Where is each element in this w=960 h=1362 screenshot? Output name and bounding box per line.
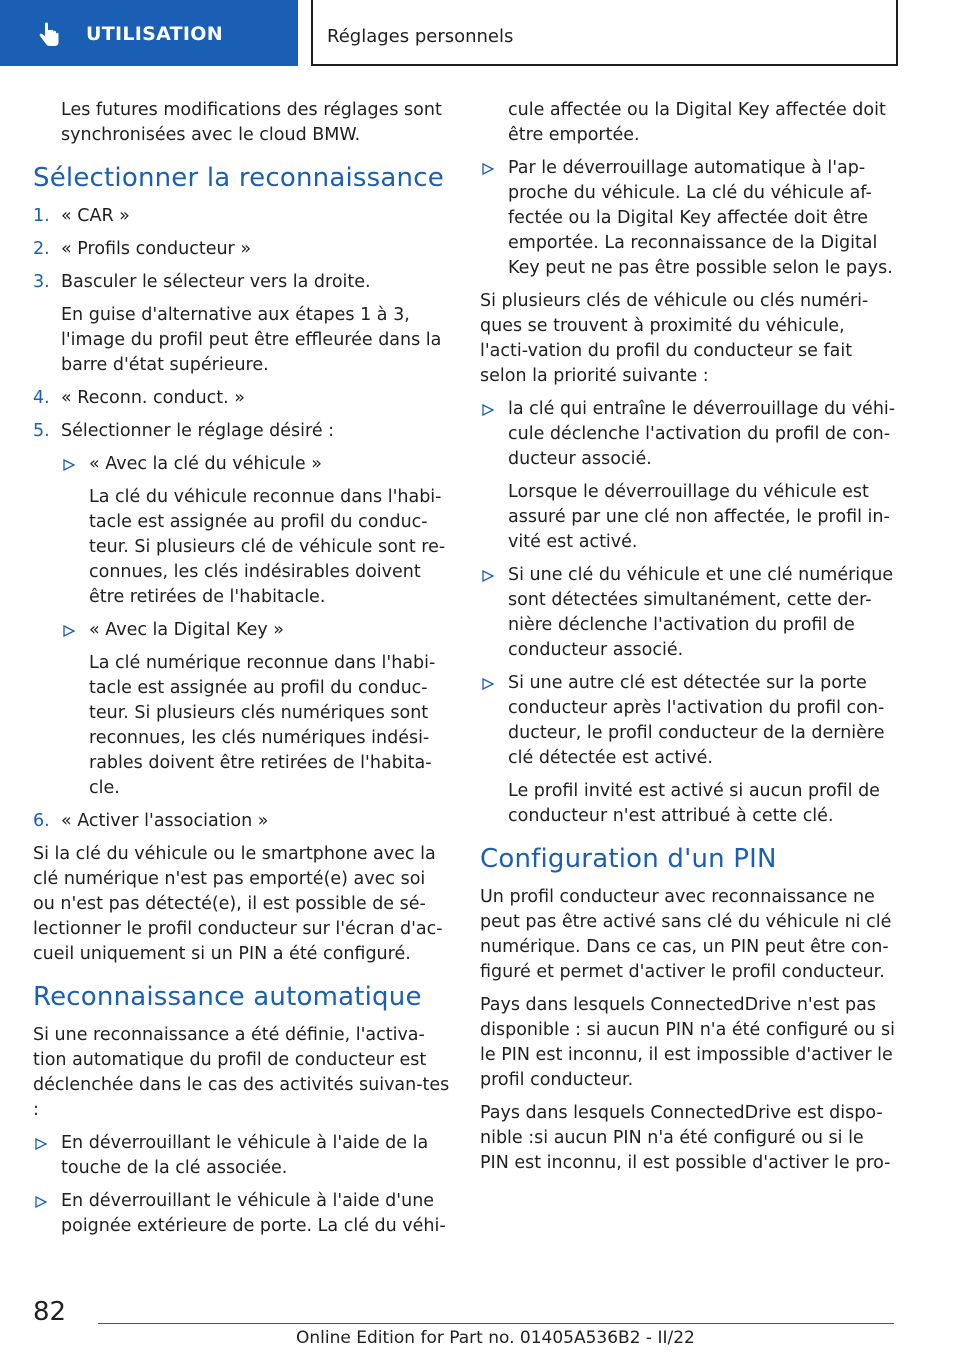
- pin-paragraph: Pays dans lesquels ConnectedDrive n'est pas disponible : si aucun PIN n'a été configuré ou si le PIN est inconnu, il est impossible d'activer le profil conducteur.: [480, 995, 895, 1090]
- hand-pointer-icon: [34, 20, 64, 50]
- page-header: [0, 0, 960, 66]
- activity-bullet: [480, 156, 898, 281]
- right-column: [480, 98, 898, 1184]
- step-item: [33, 809, 451, 834]
- triangle-bullet-icon: [482, 678, 494, 690]
- triangle-bullet-icon: [63, 625, 75, 637]
- option-title: « Avec la Digital Key »: [89, 620, 284, 640]
- step-number: 5.: [33, 421, 50, 441]
- step-item: [33, 386, 451, 411]
- step3-note: En guise d'alternative aux étapes 1 à 3, l'image du profil peut être effleurée dans la barre d'état supérieure.: [61, 305, 442, 375]
- page-title: Réglages personnels: [327, 26, 514, 47]
- step-number: 2.: [33, 239, 50, 259]
- option-item: [61, 452, 451, 477]
- option-title: « Avec la clé du véhicule »: [89, 454, 322, 474]
- automatic-recognition-paragraph: Si une reconnaissance a été définie, l'activa-tion automatique du profil de conducteur est déclenchée dans le cas des activités suivan-tes :: [33, 1025, 450, 1120]
- pin-paragraph: Pays dans lesquels ConnectedDrive est dispo-nible :si aucun PIN n'a été configuré ou si le PIN est inconnu, il est possible d'activer le pro-: [480, 1103, 891, 1173]
- paragraph-after-steps: Si la clé du véhicule ou le smartphone avec la clé numérique n'est pas emporté(e) avec soi ou n'est pas détecté(e), il est possible de sé-lectionner le profil conducteur sur l'écran d'ac-cueil uniquement si un PIN a été configuré.: [33, 844, 443, 964]
- section-label: UTILISATION: [86, 23, 223, 45]
- step-text: « CAR »: [61, 206, 130, 226]
- step-item: [33, 270, 451, 295]
- step-number: 4.: [33, 388, 50, 408]
- priority-bullet: [480, 563, 898, 663]
- bullet-note: Le profil invité est activé si aucun profil de conducteur n'est attribué à cette clé.: [508, 781, 880, 826]
- activity-bullet: [33, 1131, 451, 1181]
- bullet-text: la clé qui entraîne le déverrouillage du véhi-cule déclenche l'activation du profil de con-ducteur associé.: [508, 399, 896, 469]
- bullet-text: En déverrouillant le véhicule à l'aide de la touche de la clé associée.: [61, 1133, 429, 1178]
- triangle-bullet-icon: [35, 1138, 47, 1150]
- bullet-text: Par le déverrouillage automatique à l'ap-proche du véhicule. La clé du véhicule af-fectée ou la Digital Key affectée doit être emportée. La reconnaissance de la Digital Key peut ne pas être possible selon le pays.: [508, 158, 893, 278]
- activity-bullet: [33, 1189, 451, 1239]
- left-column: [33, 98, 451, 1247]
- triangle-bullet-icon: [35, 1196, 47, 1208]
- option-description: La clé numérique reconnue dans l'habi-tacle est assignée au profil du conduc-teur. Si plusieurs clés numériques sont reconnues, les clés numériques indési-rables doivent être retirées de l'habita-cle.: [89, 653, 436, 798]
- triangle-bullet-icon: [482, 163, 494, 175]
- option-description: La clé du véhicule reconnue dans l'habi-tacle est assignée au profil du conduc-teur. Si plusieurs clé de véhicule sont re-connues, les clés indésirables doivent être retirées de l'habitacle.: [89, 487, 446, 607]
- bullet-text: En déverrouillant le véhicule à l'aide d'une poignée extérieure de porte. La clé du véhi-: [61, 1191, 446, 1236]
- step-number: 3.: [33, 272, 50, 292]
- heading-pin-configuration: Configuration d'un PIN: [480, 844, 777, 874]
- step-text: « Activer l'association »: [61, 811, 269, 831]
- bullet-text: Si une autre clé est détectée sur la porte conducteur après l'activation du profil con-ducteur, le profil conducteur de la dernière clé détectée est activé.: [508, 673, 885, 768]
- priority-paragraph: Si plusieurs clés de véhicule ou clés numéri-ques se trouvent à proximité du véhicule, l'acti-vation du profil du conducteur se fait selon la priorité suivante :: [480, 291, 869, 386]
- triangle-bullet-icon: [482, 570, 494, 582]
- bullet-text: Si une clé du véhicule et une clé numérique sont détectées simultanément, cette der-nière déclenche l'activation du profil de conducteur associé.: [508, 565, 894, 660]
- heading-automatic-recognition: Reconnaissance automatique: [33, 982, 422, 1012]
- step-text: Basculer le sélecteur vers la droite.: [61, 272, 371, 292]
- step-item: [33, 419, 451, 444]
- step-text: « Reconn. conduct. »: [61, 388, 245, 408]
- intro-paragraph: Les futures modifications des réglages sont synchronisées avec le cloud BMW.: [61, 100, 442, 145]
- edition-text: Online Edition for Part no. 01405A536B2 - II/22: [296, 1328, 695, 1348]
- page-number: 82: [33, 1297, 67, 1327]
- pin-paragraph: Un profil conducteur avec reconnaissance ne peut pas être activé sans clé du véhicule ni clé numérique. Dans ce cas, un PIN peut être con-figuré et permet d'activer le profil conducteur.: [480, 887, 892, 982]
- heading-select-recognition: Sélectionner la reconnaissance: [33, 163, 444, 193]
- section-tab: [0, 0, 298, 66]
- option-item: [61, 618, 451, 643]
- triangle-bullet-icon: [63, 459, 75, 471]
- step-item: [33, 237, 451, 262]
- step-number: 1.: [33, 206, 50, 226]
- footer-divider: [98, 1323, 894, 1324]
- priority-bullet: [480, 397, 898, 472]
- page-title-box: [311, 0, 898, 66]
- continued-bullet-text: cule affectée ou la Digital Key affectée doit être emportée.: [508, 100, 886, 145]
- step-item: [33, 204, 451, 229]
- step-number: 6.: [33, 811, 50, 831]
- bullet-note: Lorsque le déverrouillage du véhicule est assuré par une clé non affectée, le profil in-vité est activé.: [508, 482, 890, 552]
- priority-bullet: [480, 671, 898, 771]
- triangle-bullet-icon: [482, 404, 494, 416]
- step-text: Sélectionner le réglage désiré :: [61, 421, 335, 441]
- step-text: « Profils conducteur »: [61, 239, 252, 259]
